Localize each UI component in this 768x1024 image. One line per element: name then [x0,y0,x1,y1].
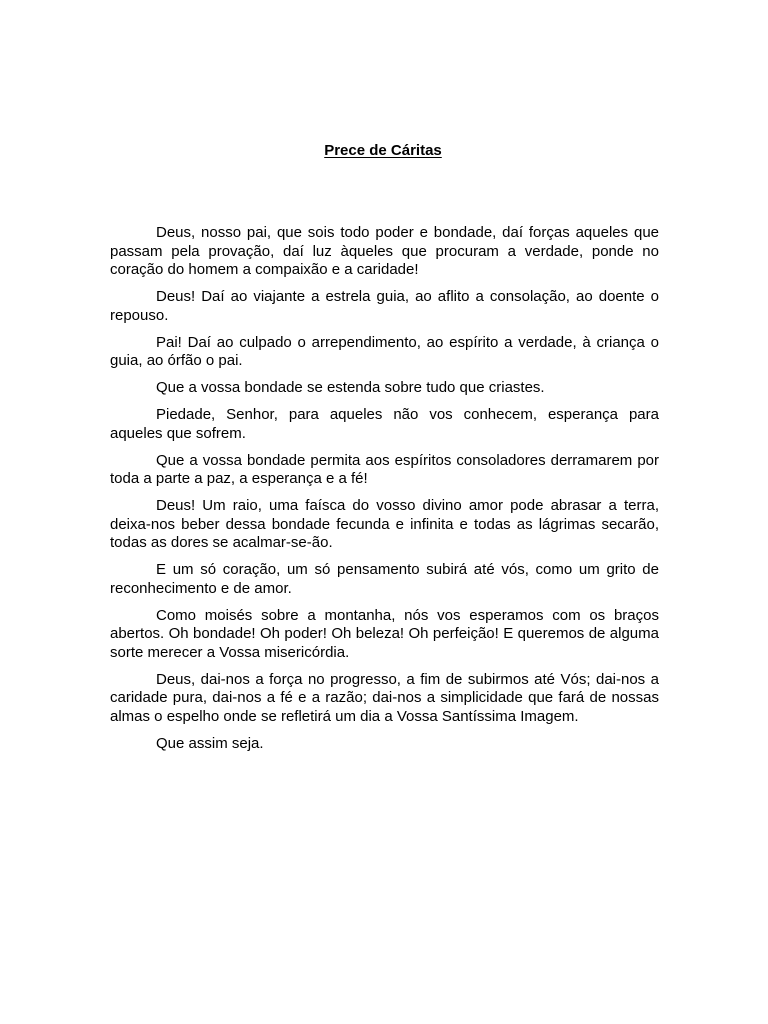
document-title: Prece de Cáritas [324,142,442,159]
paragraph: Deus, nosso pai, que sois todo poder e bondade, daí forças aqueles que passam pela provação, daí luz àqueles que procuram a verdade, ponde no coração do homem a compaixão e a caridade! [110,224,659,278]
paragraph: Que a vossa bondade se estenda sobre tudo que criastes. [156,379,545,396]
paragraph: Deus, dai-nos a força no progresso, a fim de subirmos até Vós; dai-nos a caridade pura, dai-nos a fé e a razão; dai-nos a simplicidade que fará de nossas almas o espelho onde se refletirá um dia a Vossa Santíssima Imagem. [110,670,659,725]
paragraph: Deus! Um raio, uma faísca do vosso divino amor pode abrasar a terra, deixa-nos beber dessa bondade fecunda e infinita e todas as lágrimas secarão, todas as dores se acalmar-se-ão. [110,497,659,551]
prayer-body [110,224,659,762]
closing-paragraph: Que assim seja. [156,734,264,752]
paragraph: Deus! Daí ao viajante a estrela guia, ao aflito a consolação, ao doente o repouso. [110,288,659,324]
paragraph: Como moisés sobre a montanha, nós vos esperamos com os braços abertos. Oh bondade! Oh poder! Oh beleza! Oh perfeição! E queremos de alguma sorte merecer a Vossa misericórdia. [110,606,659,661]
paragraph: Piedade, Senhor, para aqueles não vos conhecem, esperança para aqueles que sofrem. [110,406,659,442]
paragraph: E um só coração, um só pensamento subirá até vós, como um grito de reconhecimento e de amor. [110,561,659,597]
paragraph: Pai! Daí ao culpado o arrependimento, ao espírito a verdade, à criança o guia, ao órfão o pai. [110,333,659,369]
paragraph: Que a vossa bondade permita aos espíritos consoladores derramarem por toda a parte a paz, a esperança e a fé! [110,451,659,487]
